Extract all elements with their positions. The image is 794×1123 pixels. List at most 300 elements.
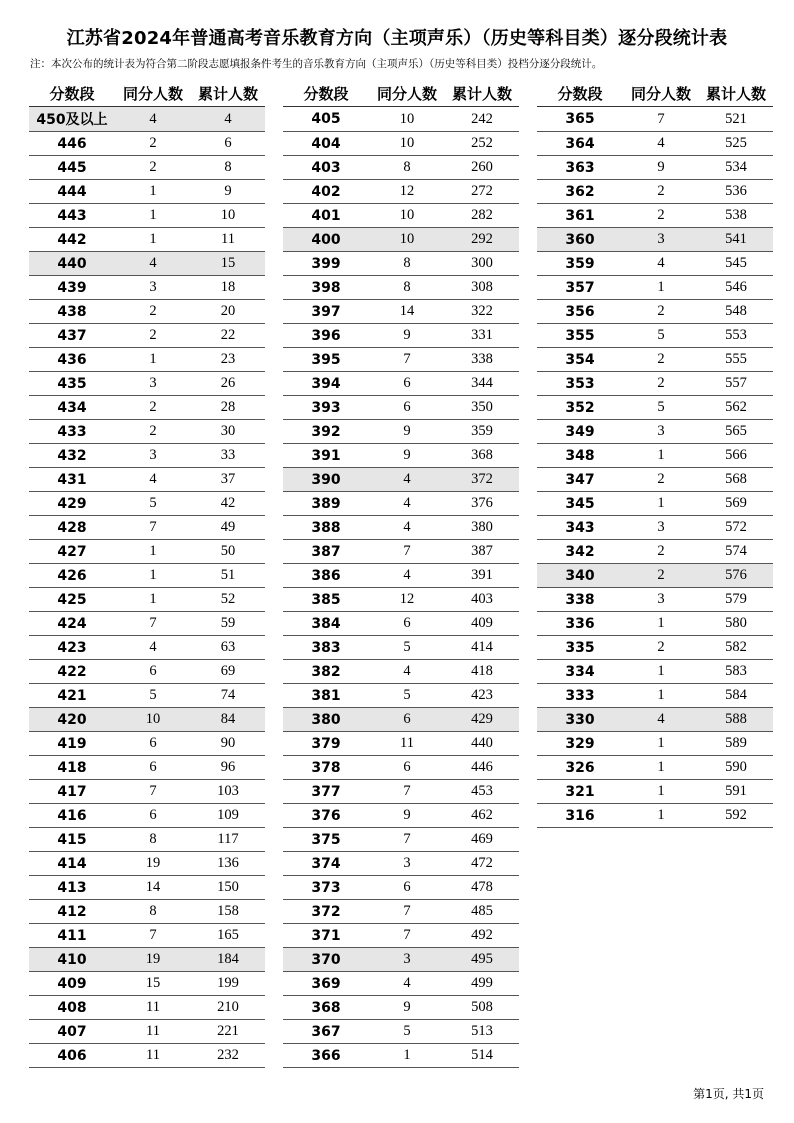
table-row [29,180,265,204]
count-cell: 8 [369,276,445,300]
score-cell: 397 [283,300,369,324]
table-row [29,324,265,348]
cumulative-cell: 557 [699,372,773,396]
table-row [29,828,265,852]
count-cell: 9 [369,420,445,444]
count-cell: 11 [115,996,191,1020]
cumulative-cell: 576 [699,564,773,588]
count-cell: 11 [115,1020,191,1044]
cumulative-cell: 568 [699,468,773,492]
count-cell: 2 [623,540,699,564]
cumulative-cell: 591 [699,780,773,804]
count-cell: 6 [369,372,445,396]
score-cell: 345 [537,492,623,516]
table-row [537,228,773,252]
cumulative-cell: 538 [699,204,773,228]
table-column-2 [283,80,519,1068]
cumulative-cell: 469 [445,828,519,852]
score-cell: 404 [283,132,369,156]
table-row [29,780,265,804]
count-cell: 9 [369,804,445,828]
cumulative-cell: 18 [191,276,265,300]
count-cell: 1 [623,660,699,684]
table-row [537,804,773,828]
table-row [537,252,773,276]
cumulative-cell: 376 [445,492,519,516]
cumulative-cell: 30 [191,420,265,444]
score-cell: 435 [29,372,115,396]
score-cell: 335 [537,636,623,660]
score-cell: 438 [29,300,115,324]
score-cell: 446 [29,132,115,156]
cumulative-cell: 50 [191,540,265,564]
table-row [283,948,519,972]
score-cell: 408 [29,996,115,1020]
score-cell: 330 [537,708,623,732]
count-cell: 11 [115,1044,191,1068]
score-cell: 419 [29,732,115,756]
cumulative-cell: 472 [445,852,519,876]
table-row [29,924,265,948]
cumulative-cell: 26 [191,372,265,396]
score-cell: 442 [29,228,115,252]
count-cell: 1 [623,612,699,636]
table-row [29,876,265,900]
table-row [29,972,265,996]
table-header-row [283,80,519,107]
cumulative-cell: 117 [191,828,265,852]
count-cell: 1 [115,564,191,588]
score-cell: 440 [29,252,115,276]
table-row [29,564,265,588]
table-row [537,516,773,540]
count-cell: 1 [115,540,191,564]
count-cell: 7 [369,540,445,564]
table-row [283,1044,519,1068]
count-cell: 7 [369,348,445,372]
score-cell: 333 [537,684,623,708]
count-cell: 12 [369,588,445,612]
table-row [283,132,519,156]
cumulative-cell: 184 [191,948,265,972]
table-row [283,420,519,444]
table-row [283,804,519,828]
cumulative-cell: 440 [445,732,519,756]
header-cumulative: 累计人数 [699,80,773,107]
table-row [29,348,265,372]
cumulative-cell: 368 [445,444,519,468]
table-body [283,107,519,1068]
table-row [537,132,773,156]
score-cell: 389 [283,492,369,516]
score-cell: 373 [283,876,369,900]
score-cell: 401 [283,204,369,228]
count-cell: 3 [115,444,191,468]
cumulative-cell: 22 [191,324,265,348]
table-row [29,684,265,708]
cumulative-cell: 331 [445,324,519,348]
score-cell: 410 [29,948,115,972]
count-cell: 5 [369,684,445,708]
count-cell: 4 [369,492,445,516]
cumulative-cell: 59 [191,612,265,636]
count-cell: 4 [115,107,191,132]
page-title: 江苏省2024年普通高考音乐教育方向（主项声乐）（历史等科目类）逐分段统计表 [66,28,728,49]
cumulative-cell: 210 [191,996,265,1020]
count-cell: 5 [369,1020,445,1044]
count-cell: 1 [623,804,699,828]
table-row [29,1044,265,1068]
table-row [29,708,265,732]
count-cell: 1 [623,732,699,756]
table-row [283,780,519,804]
count-cell: 6 [369,708,445,732]
table-row [283,588,519,612]
score-cell: 348 [537,444,623,468]
score-cell: 409 [29,972,115,996]
cumulative-cell: 103 [191,780,265,804]
header-count: 同分人数 [369,80,445,107]
count-cell: 8 [115,900,191,924]
table-row [29,156,265,180]
score-cell: 321 [537,780,623,804]
score-cell: 412 [29,900,115,924]
table-row [283,180,519,204]
count-cell: 2 [115,132,191,156]
cumulative-cell: 566 [699,444,773,468]
count-cell: 6 [369,612,445,636]
cumulative-cell: 453 [445,780,519,804]
score-cell: 342 [537,540,623,564]
count-cell: 14 [115,876,191,900]
cumulative-cell: 199 [191,972,265,996]
score-cell: 377 [283,780,369,804]
score-cell: 329 [537,732,623,756]
table-row [283,276,519,300]
score-cell: 437 [29,324,115,348]
count-cell: 1 [115,588,191,612]
count-cell: 1 [115,348,191,372]
count-cell: 8 [115,828,191,852]
count-cell: 5 [623,324,699,348]
table-row [537,684,773,708]
score-cell: 450及以上 [29,107,115,132]
table-row [537,468,773,492]
cumulative-cell: 548 [699,300,773,324]
count-cell: 7 [369,828,445,852]
score-cell: 414 [29,852,115,876]
cumulative-cell: 158 [191,900,265,924]
count-cell: 3 [623,420,699,444]
table-column-1 [29,80,265,1068]
cumulative-cell: 588 [699,708,773,732]
count-cell: 10 [369,228,445,252]
count-cell: 5 [115,492,191,516]
table-row [283,972,519,996]
header-score: 分数段 [283,80,369,107]
score-cell: 338 [537,588,623,612]
table-row [283,204,519,228]
cumulative-cell: 260 [445,156,519,180]
count-cell: 6 [115,732,191,756]
count-cell: 2 [623,636,699,660]
score-cell: 386 [283,564,369,588]
count-cell: 4 [115,252,191,276]
count-cell: 4 [623,252,699,276]
cumulative-cell: 300 [445,252,519,276]
score-cell: 368 [283,996,369,1020]
table-row [283,540,519,564]
cumulative-cell: 6 [191,132,265,156]
count-cell: 2 [115,420,191,444]
cumulative-cell: 322 [445,300,519,324]
count-cell: 3 [623,516,699,540]
cumulative-cell: 590 [699,756,773,780]
count-cell: 6 [115,660,191,684]
score-cell: 436 [29,348,115,372]
count-cell: 11 [369,732,445,756]
table-row [29,396,265,420]
cumulative-cell: 109 [191,804,265,828]
count-cell: 1 [115,204,191,228]
count-cell: 6 [369,756,445,780]
score-table [29,80,265,1068]
score-cell: 431 [29,468,115,492]
cumulative-cell: 462 [445,804,519,828]
score-cell: 407 [29,1020,115,1044]
table-row [537,540,773,564]
table-row [537,708,773,732]
score-cell: 347 [537,468,623,492]
header-cumulative: 累计人数 [191,80,265,107]
cumulative-cell: 33 [191,444,265,468]
count-cell: 4 [369,516,445,540]
cumulative-cell: 414 [445,636,519,660]
table-row [29,660,265,684]
score-cell: 365 [537,107,623,132]
count-cell: 4 [115,468,191,492]
table-row [537,107,773,132]
score-cell: 379 [283,732,369,756]
count-cell: 1 [115,228,191,252]
score-cell: 426 [29,564,115,588]
table-row [537,660,773,684]
count-cell: 3 [623,588,699,612]
score-cell: 400 [283,228,369,252]
count-cell: 1 [623,756,699,780]
cumulative-cell: 545 [699,252,773,276]
table-row [537,732,773,756]
table-row [29,852,265,876]
cumulative-cell: 572 [699,516,773,540]
cumulative-cell: 580 [699,612,773,636]
table-row [283,900,519,924]
cumulative-cell: 429 [445,708,519,732]
table-body [537,107,773,828]
cumulative-cell: 11 [191,228,265,252]
cumulative-cell: 338 [445,348,519,372]
score-cell: 359 [537,252,623,276]
header-score: 分数段 [29,80,115,107]
score-cell: 439 [29,276,115,300]
table-column-3 [537,80,773,828]
count-cell: 3 [369,852,445,876]
score-cell: 429 [29,492,115,516]
table-row [537,636,773,660]
count-cell: 2 [623,348,699,372]
cumulative-cell: 69 [191,660,265,684]
table-row [283,1020,519,1044]
cumulative-cell: 84 [191,708,265,732]
cumulative-cell: 495 [445,948,519,972]
header-count: 同分人数 [623,80,699,107]
count-cell: 4 [369,564,445,588]
score-cell: 445 [29,156,115,180]
cumulative-cell: 485 [445,900,519,924]
score-cell: 399 [283,252,369,276]
table-row [29,612,265,636]
score-cell: 394 [283,372,369,396]
score-cell: 395 [283,348,369,372]
table-row [537,756,773,780]
score-cell: 363 [537,156,623,180]
score-table [537,80,773,828]
table-row [537,612,773,636]
score-cell: 352 [537,396,623,420]
score-cell: 428 [29,516,115,540]
score-cell: 361 [537,204,623,228]
score-cell: 380 [283,708,369,732]
count-cell: 2 [115,324,191,348]
cumulative-cell: 521 [699,107,773,132]
page-number: 第1页, 共1页 [693,1087,764,1101]
count-cell: 9 [369,444,445,468]
score-cell: 362 [537,180,623,204]
table-row [29,1020,265,1044]
cumulative-cell: 49 [191,516,265,540]
table-row [283,876,519,900]
cumulative-cell: 555 [699,348,773,372]
count-cell: 3 [369,948,445,972]
table-note: 注：本次公布的统计表为符合第二阶段志愿填报条件考生的音乐教育方向（主项声乐）（历史等科目类）投档分逐分段统计。 [30,58,603,70]
cumulative-cell: 9 [191,180,265,204]
count-cell: 9 [369,996,445,1020]
table-row [283,924,519,948]
cumulative-cell: 423 [445,684,519,708]
score-cell: 390 [283,468,369,492]
cumulative-cell: 553 [699,324,773,348]
table-row [29,996,265,1020]
count-cell: 5 [115,684,191,708]
score-cell: 427 [29,540,115,564]
count-cell: 7 [115,516,191,540]
cumulative-cell: 282 [445,204,519,228]
table-row [283,684,519,708]
score-cell: 402 [283,180,369,204]
count-cell: 1 [623,780,699,804]
score-cell: 391 [283,444,369,468]
cumulative-cell: 589 [699,732,773,756]
table-row [29,252,265,276]
score-cell: 316 [537,804,623,828]
cumulative-cell: 350 [445,396,519,420]
cumulative-cell: 574 [699,540,773,564]
count-cell: 2 [115,396,191,420]
table-row [29,492,265,516]
table-row [283,660,519,684]
count-cell: 6 [115,756,191,780]
table-row [537,396,773,420]
cumulative-cell: 28 [191,396,265,420]
cumulative-cell: 74 [191,684,265,708]
count-cell: 7 [369,780,445,804]
score-cell: 355 [537,324,623,348]
score-cell: 422 [29,660,115,684]
cumulative-cell: 232 [191,1044,265,1068]
table-row [283,396,519,420]
cumulative-cell: 90 [191,732,265,756]
count-cell: 4 [623,132,699,156]
table-row [283,348,519,372]
count-cell: 19 [115,852,191,876]
score-cell: 424 [29,612,115,636]
score-cell: 443 [29,204,115,228]
score-cell: 349 [537,420,623,444]
cumulative-cell: 52 [191,588,265,612]
score-cell: 432 [29,444,115,468]
count-cell: 4 [369,468,445,492]
count-cell: 10 [369,132,445,156]
score-cell: 336 [537,612,623,636]
table-row [283,708,519,732]
cumulative-cell: 525 [699,132,773,156]
cumulative-cell: 391 [445,564,519,588]
cumulative-cell: 372 [445,468,519,492]
cumulative-cell: 579 [699,588,773,612]
cumulative-cell: 4 [191,107,265,132]
cumulative-cell: 514 [445,1044,519,1068]
score-cell: 421 [29,684,115,708]
count-cell: 7 [623,107,699,132]
score-cell: 374 [283,852,369,876]
cumulative-cell: 569 [699,492,773,516]
score-cell: 392 [283,420,369,444]
score-cell: 396 [283,324,369,348]
table-row [283,107,519,132]
table-row [283,564,519,588]
count-cell: 7 [115,780,191,804]
cumulative-cell: 15 [191,252,265,276]
cumulative-cell: 242 [445,107,519,132]
table-row [283,300,519,324]
score-cell: 405 [283,107,369,132]
table-row [29,468,265,492]
count-cell: 1 [623,492,699,516]
table-row [29,444,265,468]
count-cell: 1 [623,276,699,300]
cumulative-cell: 409 [445,612,519,636]
table-row [283,828,519,852]
score-cell: 376 [283,804,369,828]
count-cell: 2 [623,300,699,324]
score-cell: 406 [29,1044,115,1068]
table-row [283,228,519,252]
cumulative-cell: 387 [445,540,519,564]
score-cell: 370 [283,948,369,972]
score-cell: 434 [29,396,115,420]
header-count: 同分人数 [115,80,191,107]
score-cell: 369 [283,972,369,996]
